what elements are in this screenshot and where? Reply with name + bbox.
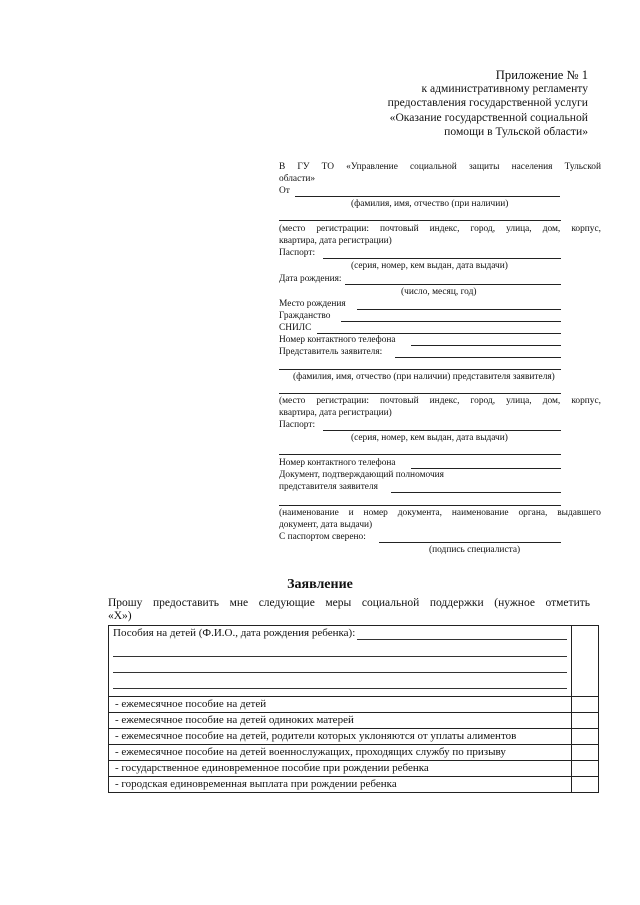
- statement-title: Заявление: [287, 577, 353, 592]
- representative-phone-label: Номер контактного телефона: [279, 458, 396, 468]
- representative-passport-continuation-field[interactable]: [279, 454, 561, 455]
- document-caption: (наименование и номер документа, наименование органа, выдавшего: [279, 508, 601, 518]
- signature-caption: (подпись специалиста): [429, 545, 521, 555]
- option-label: - ежемесячное пособие на детей, родители которых уклоняются от уплаты алиментов: [109, 729, 572, 745]
- specialist-signature-field[interactable]: [379, 542, 561, 543]
- representative-field[interactable]: [395, 357, 561, 358]
- snils-field[interactable]: [317, 333, 561, 334]
- appendix-line: Приложение № 1: [495, 68, 588, 82]
- option-label: - городская единовременная выплата при рождении ребенка: [109, 777, 572, 793]
- birthdate-label: Дата рождения:: [279, 274, 342, 284]
- appendix-line: предоставления государственной услуги: [387, 96, 588, 110]
- child-info-field[interactable]: [113, 661, 567, 673]
- recipient-line: области»: [279, 174, 316, 184]
- birthplace-label: Место рождения: [279, 299, 346, 309]
- phone-field[interactable]: [411, 345, 561, 346]
- statement-intro-line: Прошу предоставить мне следующие меры социальной поддержки (нужное отметить: [108, 597, 590, 609]
- statement-intro: [108, 597, 590, 623]
- representative-address-caption: квартира, дата регистрации): [279, 408, 392, 418]
- passport-verified-label: С паспортом сверено:: [279, 532, 366, 542]
- checkbox-cell[interactable]: [572, 745, 599, 761]
- address-caption: квартира, дата регистрации): [279, 236, 392, 246]
- checkbox-cell[interactable]: [572, 761, 599, 777]
- statement-intro-line: «Х»): [108, 610, 132, 622]
- option-label: - ежемесячное пособие на детей военнослужащих, проходящих службу по призыву: [109, 745, 572, 761]
- passport-caption: (серия, номер, кем выдан, дата выдачи): [351, 261, 508, 271]
- appendix-line: «Оказание государственной социальной: [389, 110, 588, 124]
- checkbox-cell[interactable]: [572, 697, 599, 713]
- from-field[interactable]: [295, 196, 560, 197]
- representative-continuation-field[interactable]: [279, 369, 561, 370]
- citizenship-field[interactable]: [341, 321, 561, 322]
- phone-label: Номер контактного телефона: [279, 335, 396, 345]
- authority-document-label: представителя заявителя: [279, 482, 378, 492]
- representative-address-field[interactable]: [279, 393, 561, 394]
- birthdate-caption: (число, месяц, год): [401, 287, 477, 297]
- from-label: От: [279, 186, 290, 196]
- representative-passport-label: Паспорт:: [279, 420, 316, 430]
- table-row: [109, 713, 599, 729]
- applicant-form: [279, 162, 601, 562]
- snils-label: СНИЛС: [279, 323, 312, 333]
- appendix-line: к административному регламенту: [421, 82, 588, 96]
- birthplace-field[interactable]: [357, 309, 561, 310]
- representative-address-caption: (место регистрации: почтовый индекс, город, улица, дом, корпус,: [279, 396, 601, 406]
- children-benefit-cell: [109, 626, 572, 697]
- fio-caption: (фамилия, имя, отчество (при наличии): [351, 199, 509, 209]
- table-row: [109, 626, 599, 697]
- table-row: [109, 729, 599, 745]
- checkbox-cell[interactable]: [572, 713, 599, 729]
- checkbox-cell[interactable]: [572, 777, 599, 793]
- support-measures-table: [108, 625, 599, 793]
- recipient-line: В ГУ ТО «Управление социальной защиты населения Тульской: [279, 162, 601, 172]
- child-info-field[interactable]: [113, 677, 567, 689]
- representative-fio-caption: (фамилия, имя, отчество (при наличии) представителя заявителя): [293, 372, 555, 382]
- checkbox-cell[interactable]: [572, 729, 599, 745]
- children-benefit-header: Пособия на детей (Ф.И.О., дата рождения ребенка):: [113, 627, 356, 639]
- authority-document-continuation-field[interactable]: [279, 505, 561, 506]
- child-info-field[interactable]: [113, 645, 567, 657]
- authority-document-field[interactable]: [391, 492, 561, 493]
- checkbox-cell[interactable]: [572, 626, 599, 697]
- option-label: - государственное единовременное пособие при рождении ребенка: [109, 761, 572, 777]
- option-label: - ежемесячное пособие на детей: [109, 697, 572, 713]
- birthdate-field[interactable]: [345, 284, 561, 285]
- authority-document-label: Документ, подтверждающий полномочия: [279, 470, 444, 480]
- address-caption: (место регистрации: почтовый индекс, город, улица, дом, корпус,: [279, 224, 601, 234]
- representative-phone-field[interactable]: [411, 468, 561, 469]
- representative-label: Представитель заявителя:: [279, 347, 383, 357]
- child-info-field[interactable]: [357, 628, 567, 640]
- document-caption: документ, дата выдачи): [279, 520, 373, 530]
- table-row: [109, 777, 599, 793]
- table-row: [109, 745, 599, 761]
- representative-passport-caption: (серия, номер, кем выдан, дата выдачи): [351, 433, 508, 443]
- option-label: - ежемесячное пособие на детей одиноких матерей: [109, 713, 572, 729]
- passport-field[interactable]: [323, 258, 561, 259]
- citizenship-label: Гражданство: [279, 311, 331, 321]
- fio-continuation-field[interactable]: [279, 220, 561, 221]
- table-row: [109, 761, 599, 777]
- appendix-header: [388, 68, 588, 139]
- representative-passport-field[interactable]: [323, 430, 561, 431]
- passport-label: Паспорт:: [279, 248, 316, 258]
- appendix-line: помощи в Тульской области»: [444, 124, 588, 138]
- table-row: [109, 697, 599, 713]
